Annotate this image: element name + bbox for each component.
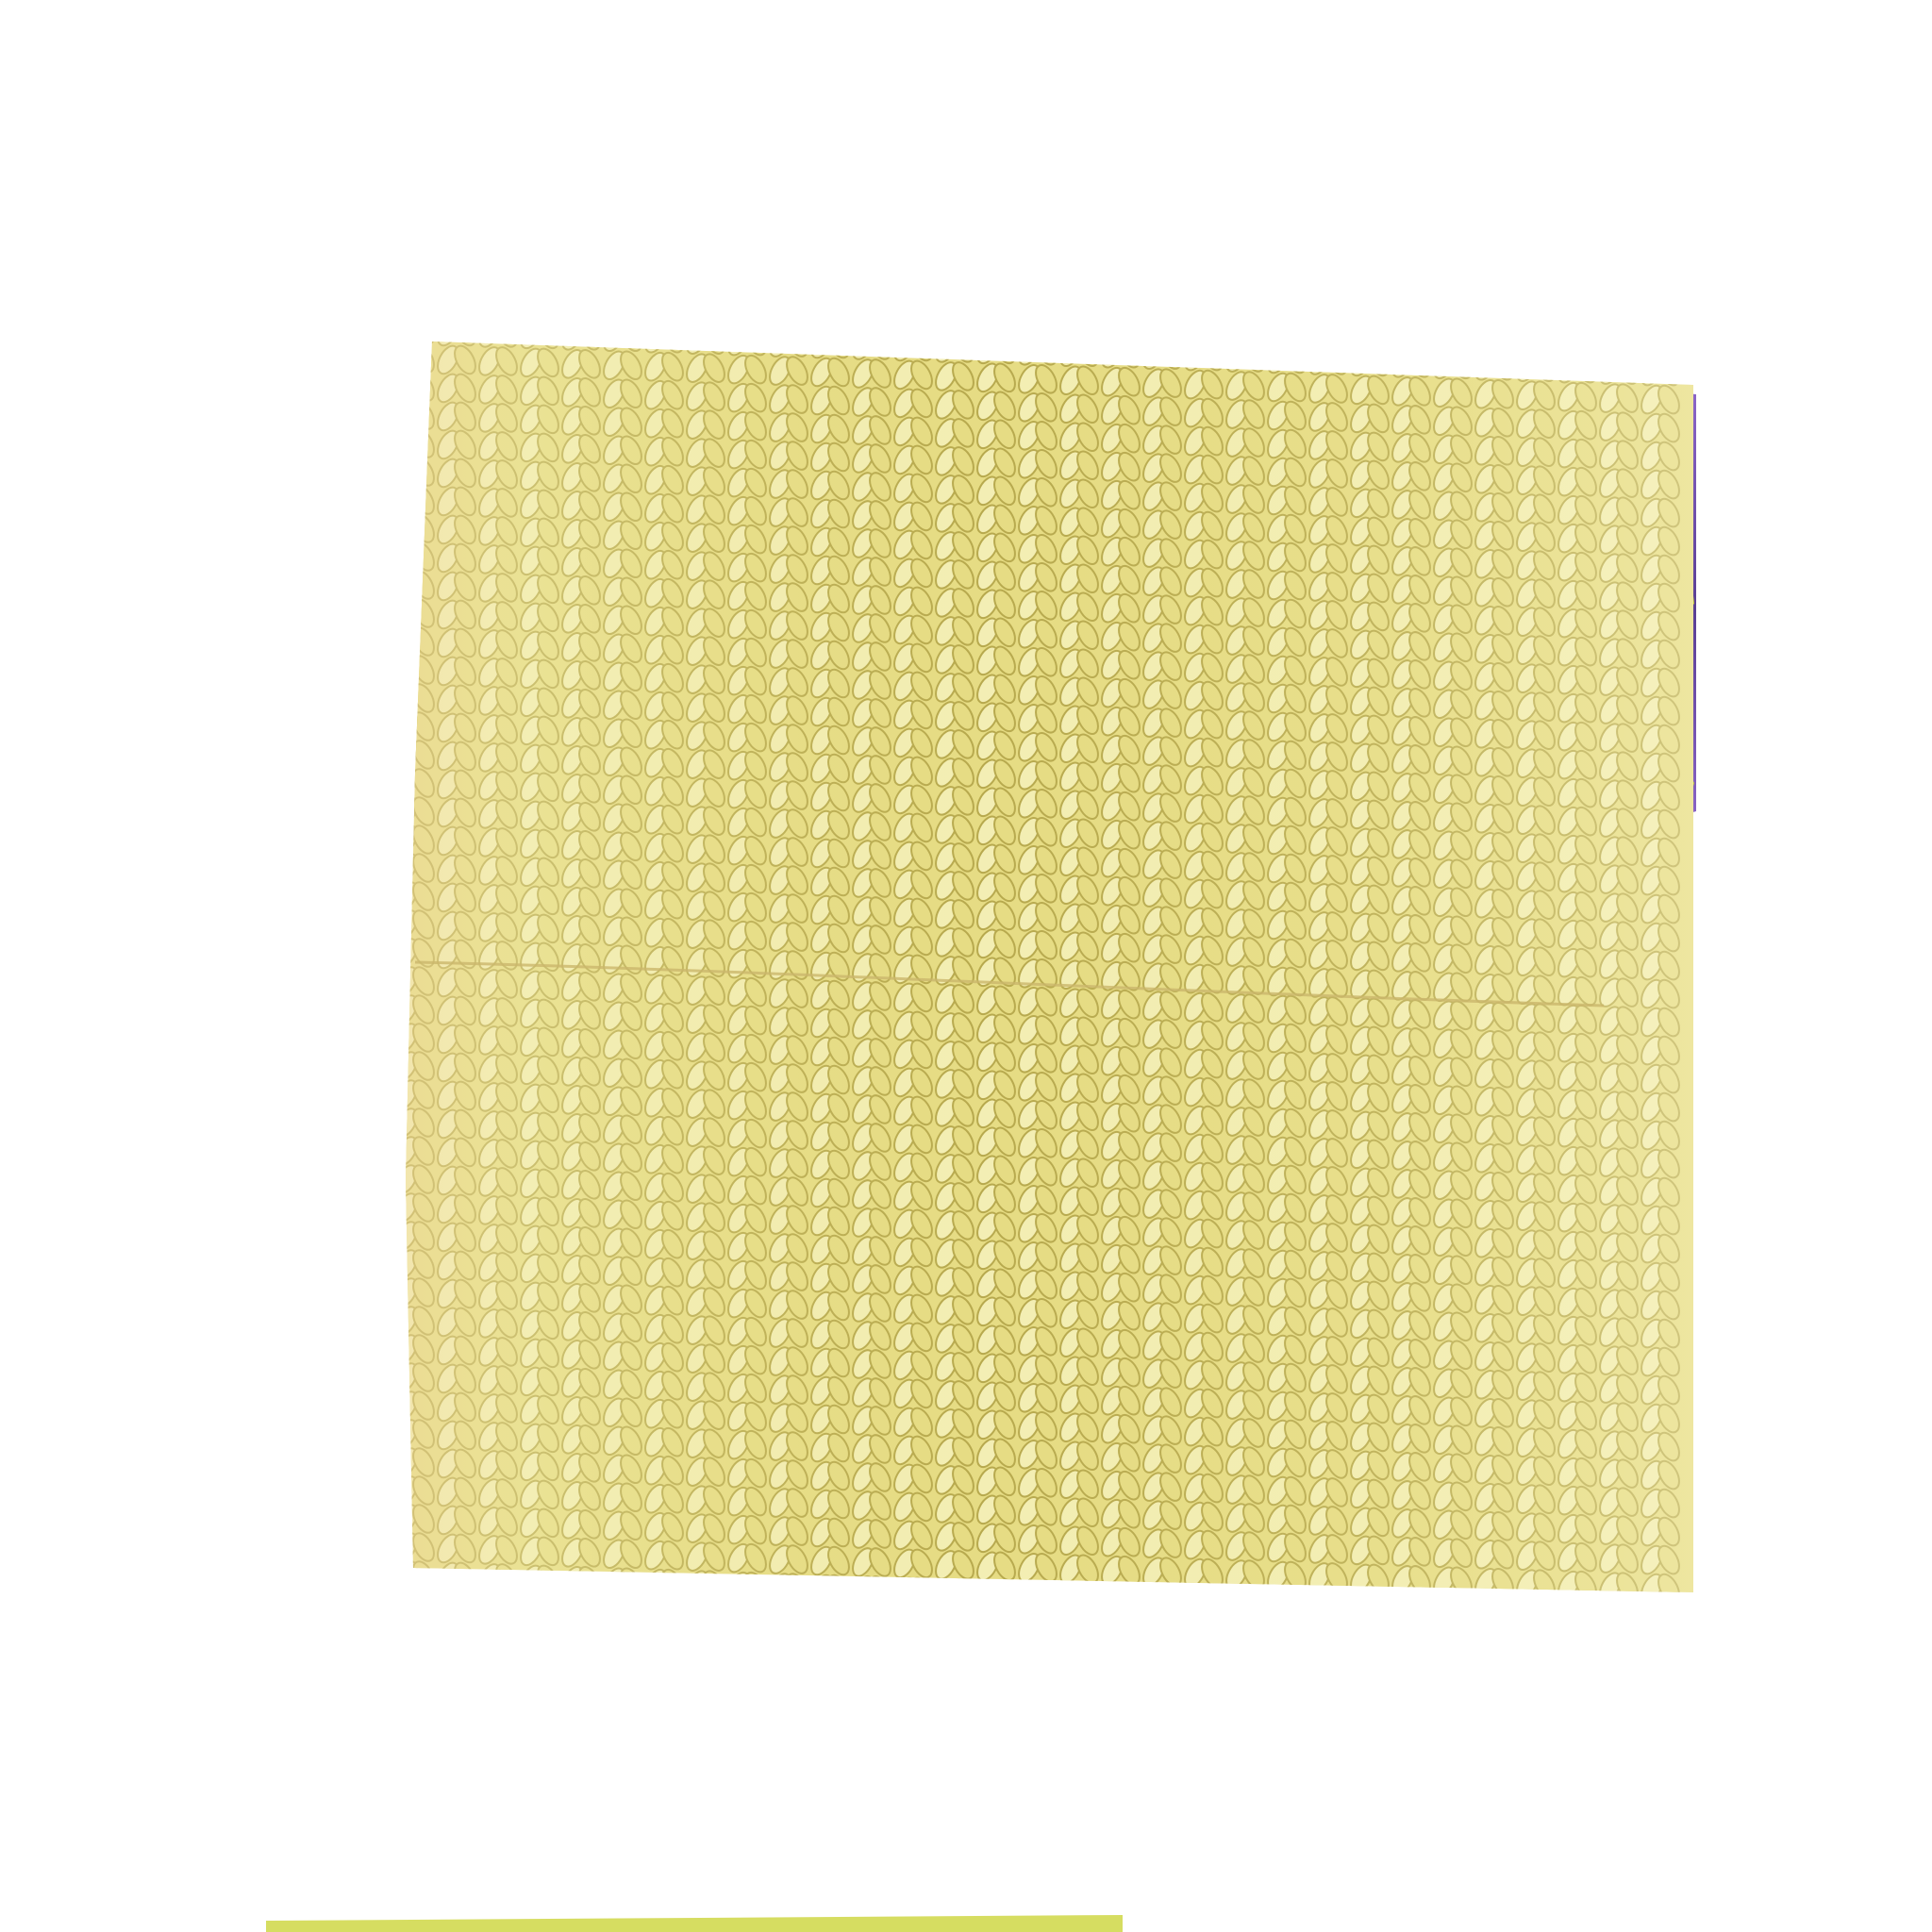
knit-stitch <box>1140 1583 1186 1618</box>
knit-stitch <box>1264 1587 1310 1622</box>
knit-stitch <box>1306 1617 1352 1652</box>
knit-stitch <box>558 1591 605 1626</box>
knit-stitch <box>1057 1580 1103 1615</box>
bottom-yarn-sliver <box>266 1915 1123 1932</box>
knit-stitch <box>1638 1627 1684 1662</box>
knit-stitch <box>891 1603 937 1638</box>
knit-stitch <box>974 1577 1020 1612</box>
knit-stitch <box>1057 1608 1103 1643</box>
knit-stitch <box>1098 1609 1144 1644</box>
knit-stitch <box>932 1576 978 1611</box>
knit-stitch <box>1015 1578 1061 1613</box>
knit-stitch <box>1513 1595 1559 1630</box>
knit-stitch <box>766 1599 812 1634</box>
knit-stitch <box>1306 1589 1352 1624</box>
knit-stitch <box>1472 1593 1518 1628</box>
knit-stitch <box>766 1571 812 1606</box>
knit-stitch <box>1223 1614 1269 1649</box>
knit-stitch <box>891 1574 937 1609</box>
knit-stitch <box>724 1597 771 1632</box>
knit-stitch <box>475 1590 522 1624</box>
knit-stitch <box>1596 1598 1642 1633</box>
knit-stitch <box>932 1605 978 1640</box>
knit-stitch <box>517 1591 563 1625</box>
knitted-swatch <box>377 313 1717 1662</box>
knit-stitch <box>808 1572 854 1607</box>
knit-stitch <box>849 1574 895 1608</box>
knit-stitch <box>1596 1626 1642 1661</box>
knit-stitch <box>392 1587 439 1622</box>
knit-stitch <box>849 1602 895 1637</box>
knit-stitch <box>1264 1615 1310 1650</box>
knit-stitch <box>1389 1619 1435 1654</box>
knit-stitch <box>1389 1591 1435 1625</box>
knit-stitch <box>683 1596 729 1631</box>
knit-stitch <box>392 313 439 348</box>
knit-stitch <box>1638 1599 1684 1634</box>
knit-stitch <box>1098 1581 1144 1616</box>
knit-stitch <box>974 1606 1020 1641</box>
knit-stitch <box>1140 1611 1186 1646</box>
knit-stitch <box>1472 1622 1518 1657</box>
knit-stitch <box>1181 1584 1227 1619</box>
knit-stitch <box>1555 1624 1601 1659</box>
knit-stitch <box>434 1588 480 1623</box>
knit-stitch <box>1430 1621 1476 1656</box>
knit-stitch <box>1513 1624 1559 1658</box>
knit-stitch <box>1430 1592 1476 1627</box>
knit-stitch <box>1181 1612 1227 1647</box>
knit-stitch <box>641 1594 688 1629</box>
knit-stitch <box>600 1593 646 1628</box>
knit-stitch <box>1223 1586 1269 1621</box>
knit-stitch <box>1347 1618 1393 1653</box>
knit-stitch <box>1015 1607 1061 1641</box>
knit-stitch <box>1555 1596 1601 1631</box>
knit-stitch <box>1347 1590 1393 1624</box>
knit-stitch <box>808 1600 854 1635</box>
